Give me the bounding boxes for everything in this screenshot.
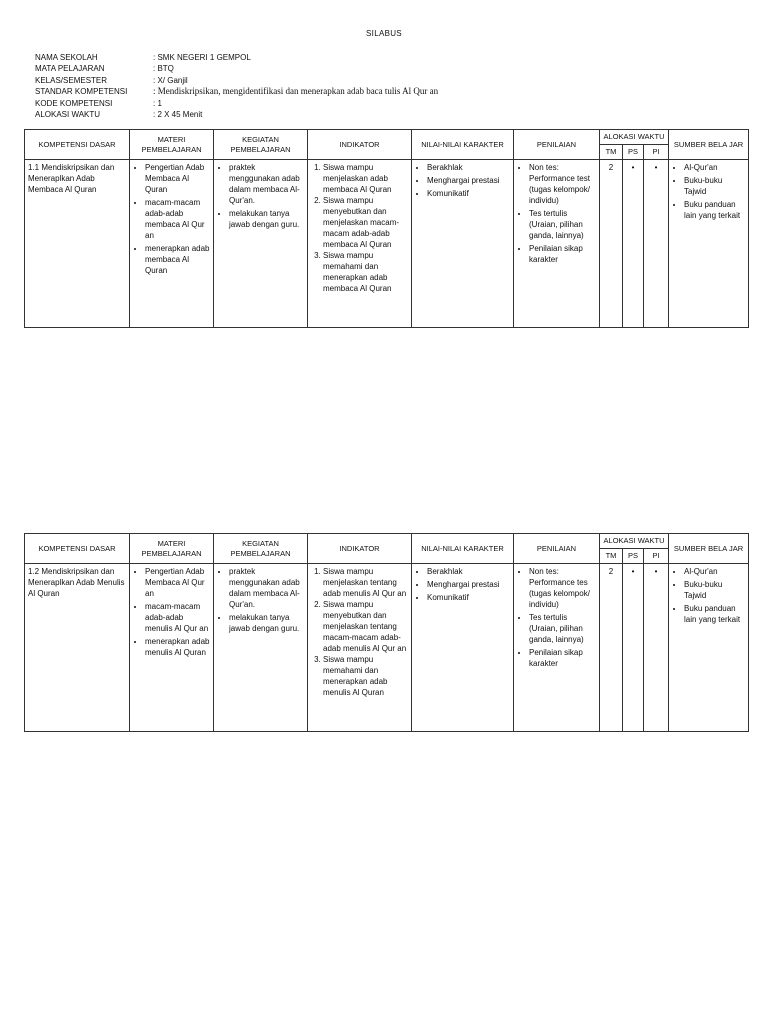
- cell-kegiatan: [214, 160, 308, 328]
- header-indikator: INDIKATOR: [308, 130, 412, 160]
- cell-sumber: [669, 160, 749, 328]
- cell-pi-bullet: •: [644, 160, 669, 328]
- info-row: [35, 52, 438, 63]
- list-item: • menerapkan adab membaca Al Quran: [145, 243, 210, 276]
- list-item: • Buku panduan lain yang terkait: [684, 199, 745, 221]
- info-row: [35, 75, 438, 86]
- list-item: • Tes tertulis (Uraian, pilihan ganda, lainnya): [529, 612, 596, 645]
- list-item: • praktek menggunakan adab dalam membaca Al-Qur'an.: [229, 566, 304, 610]
- list-item: • Buku-buku Tajwid: [684, 175, 745, 197]
- header-nilai: NILAI-NILAI KARAKTER: [412, 534, 514, 564]
- list-item: • macam-macam adab-adab menulis Al Qur an: [145, 601, 210, 634]
- info-value: : 1: [153, 98, 162, 108]
- list-item: • Komunikatif: [427, 188, 510, 199]
- syllabus-table-1: [24, 129, 749, 328]
- info-row: [35, 63, 438, 74]
- info-label: STANDAR KOMPETENSI: [35, 87, 128, 97]
- list-item: 1. Siswa mampu menjelaskan tentang adab menulis Al Qur an: [323, 566, 408, 599]
- list-item: • melakukan tanya jawab dengan guru.: [229, 612, 304, 634]
- list-item: 2. Siswa mampu menyebutkan dan menjelaskan macam-macam adab-adab membaca Al Quran: [323, 195, 408, 250]
- list-item: • macam-macam adab-adab membaca Al Qur an: [145, 197, 210, 241]
- info-value: : Mendiskripsikan, mengidentifikasi dan menerapkan adab baca tulis Al Qur an: [153, 86, 439, 97]
- header-materi: MATERI PEMBELAJARAN: [130, 130, 214, 160]
- list-item: • Buku panduan lain yang terkait: [684, 603, 745, 625]
- cell-kompetensi-dasar: 1.1 Mendiskripsikan dan Meneraplkan Adab Membaca Al Quran: [25, 160, 130, 328]
- list-item: • Non tes: Performance test (tugas kelompok/ individu): [529, 162, 596, 206]
- header-indikator: INDIKATOR: [308, 534, 412, 564]
- list-item: • Buku-buku Tajwid: [684, 579, 745, 601]
- header-sumber: SUMBER BELA JAR: [669, 130, 749, 160]
- list-item: • praktek menggunakan adab dalam membaca Al-Qur'an.: [229, 162, 304, 206]
- cell-penilaian: [514, 564, 600, 732]
- info-label: NAMA SEKOLAH: [35, 53, 98, 62]
- header-ps: PS: [623, 549, 644, 564]
- cell-ps-bullet: •: [623, 160, 644, 328]
- cell-tm: 2: [600, 564, 623, 732]
- header-ps: PS: [623, 145, 644, 160]
- header-kegiatan: KEGIATAN PEMBELAJARAN: [214, 534, 308, 564]
- cell-sumber: [669, 564, 749, 732]
- cell-nilai: [412, 160, 514, 328]
- list-item: • Pengertian Adab Membaca Al Quran: [145, 162, 210, 195]
- info-value: : SMK NEGERI 1 GEMPOL: [153, 53, 251, 62]
- info-value: : BTQ: [153, 64, 174, 74]
- list-item: • Tes tertulis (Uraian, pilihan ganda, lainnya): [529, 208, 596, 241]
- list-item: 3. Siswa mampu memahami dan menerapkan adab menulis Al Quran: [323, 654, 408, 698]
- cell-tm: 2: [600, 160, 623, 328]
- cell-nilai: [412, 564, 514, 732]
- header-kompetensi-dasar: KOMPETENSI DASAR: [25, 534, 130, 564]
- header-tm: TM: [600, 549, 623, 564]
- header-penilaian: PENILAIAN: [514, 130, 600, 160]
- cell-indikator: [308, 160, 412, 328]
- list-item: • Menghargai prestasi: [427, 579, 510, 590]
- cell-indikator: [308, 564, 412, 732]
- header-pi: PI: [644, 145, 669, 160]
- header-kegiatan: KEGIATAN PEMBELAJARAN: [214, 130, 308, 160]
- cell-ps-bullet: •: [623, 564, 644, 732]
- header-materi: MATERI PEMBELAJARAN: [130, 534, 214, 564]
- info-row: [35, 98, 438, 109]
- info-row: [35, 86, 438, 97]
- list-item: 3. Siswa mampu memahami dan menerapkan adab membaca Al Quran: [323, 250, 408, 294]
- info-label: ALOKASI WAKTU: [35, 110, 101, 120]
- list-item: • menerapkan adab menulis Al Quran: [145, 636, 210, 658]
- list-item: • Non tes: Performance tes (tugas kelompok/ individu): [529, 566, 596, 610]
- document-title: SILABUS: [366, 29, 402, 38]
- list-item: 1. Siswa mampu menjelaskan adab membaca Al Quran: [323, 162, 408, 195]
- list-item: 2. Siswa mampu menyebutkan dan menjelaskan tentang macam-macam adab-adab menulis Al Qur an: [323, 599, 408, 654]
- table-row: [25, 160, 749, 328]
- cell-penilaian: [514, 160, 600, 328]
- list-item: • Al-Qur'an: [684, 162, 745, 173]
- list-item: • Penilaian sikap karakter: [529, 243, 596, 265]
- header-alokasi: ALOKASI WAKTU: [600, 534, 669, 549]
- list-item: • Komunikatif: [427, 592, 510, 603]
- list-item: • melakukan tanya jawab dengan guru.: [229, 208, 304, 230]
- info-label: MATA PELAJARAN: [35, 64, 105, 74]
- info-block: [35, 52, 438, 120]
- header-kompetensi-dasar: KOMPETENSI DASAR: [25, 130, 130, 160]
- list-item: • Pengertian Adab Membaca Al Qur an: [145, 566, 210, 599]
- cell-pi-bullet: •: [644, 564, 669, 732]
- info-value: : 2 X 45 Menit: [153, 110, 203, 120]
- header-nilai: NILAI-NILAI KARAKTER: [412, 130, 514, 160]
- header-pi: PI: [644, 549, 669, 564]
- cell-materi: [130, 564, 214, 732]
- list-item: • Menghargai prestasi: [427, 175, 510, 186]
- header-alokasi: ALOKASI WAKTU: [600, 130, 669, 145]
- table-row: [25, 564, 749, 732]
- header-tm: TM: [600, 145, 623, 160]
- list-item: • Berakhlak: [427, 566, 510, 577]
- cell-kegiatan: [214, 564, 308, 732]
- info-value: : X/ Ganjil: [153, 75, 188, 85]
- cell-kompetensi-dasar: 1.2 Mendiskripsikan dan Meneraplkan Adab Menulis Al Quran: [25, 564, 130, 732]
- header-sumber: SUMBER BELA JAR: [669, 534, 749, 564]
- cell-materi: [130, 160, 214, 328]
- info-label: KODE KOMPETENSI: [35, 98, 113, 108]
- syllabus-table-2: [24, 533, 749, 732]
- list-item: • Al-Qur'an: [684, 566, 745, 577]
- list-item: • Berakhlak: [427, 162, 510, 173]
- info-label: KELAS/SEMESTER: [35, 75, 108, 85]
- info-row: [35, 109, 438, 120]
- header-penilaian: PENILAIAN: [514, 534, 600, 564]
- list-item: • Penilaian sikap karakter: [529, 647, 596, 669]
